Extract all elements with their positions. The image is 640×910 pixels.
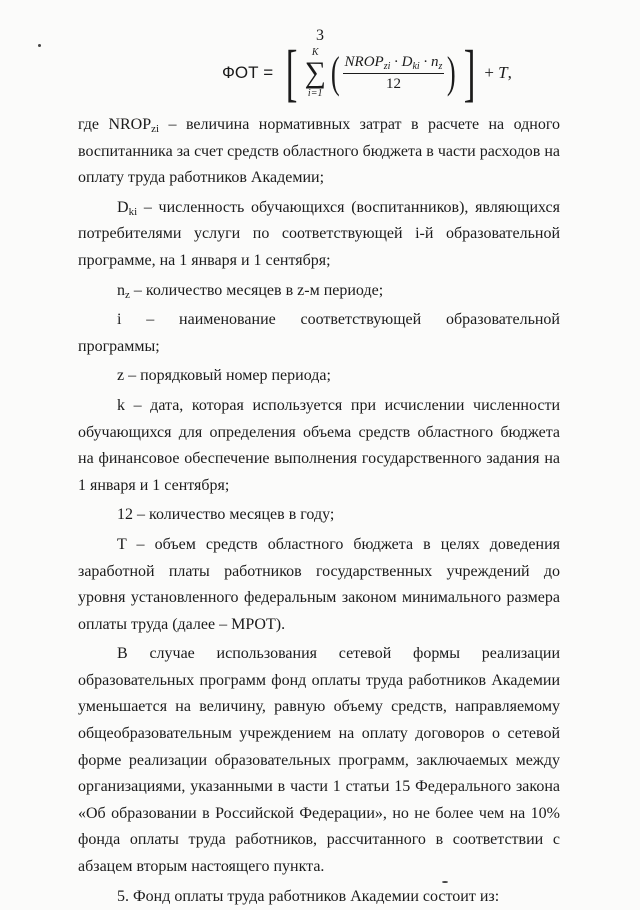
paragraph-nrop (78, 112, 560, 192)
paragraph-k: k – дата, которая используется при исчислении численности обучающихся для определения объема средств областного бюджета на финансовое обеспечение выполнения государственного задания на 1 января и 1 сентября; (78, 396, 560, 494)
paragraph-dki (78, 195, 560, 275)
text-run: – величина нормативных затрат в расчете на одного воспитанника за счет средств областного бюджета в части расходов на оплату труда работников Академии; (78, 116, 561, 187)
subscript: ki (128, 205, 138, 218)
nrop-symbol: NROP (344, 53, 384, 70)
multiply-dot: · (423, 53, 428, 70)
left-paren: ( (330, 48, 340, 97)
fraction-denominator: 12 (385, 75, 401, 92)
left-bracket: [ (285, 37, 298, 108)
paragraph-t: T – объем средств областного бюджета в целях доведения заработной платы работников государственных учреждений до уровня установленного федеральным законом минимального размера оплаты труда (далее – МРОТ). (78, 535, 560, 633)
nrop-subscript: zi (383, 60, 391, 72)
text-run: D (117, 198, 129, 216)
plus-sign: + (484, 63, 499, 82)
fraction (343, 54, 445, 93)
d-symbol: D (401, 53, 413, 70)
right-paren: ) (447, 48, 457, 97)
subscript: z (125, 288, 130, 301)
d-subscript: ki (412, 60, 420, 72)
paragraph-item-5: 5. Фонд оплаты труда работников Академии состоит из: (117, 887, 500, 905)
summation (305, 47, 326, 99)
text-run: – численность обучающихся (воспитанников), являющихся потребителями услуги по соответствующей i-й образовательной программе, на 1 января и 1 сентября; (78, 198, 560, 269)
formula-tail (484, 63, 512, 83)
document-body (78, 112, 560, 910)
text-run: n (117, 281, 125, 299)
paragraph-i: i – наименование соответствующей образовательной программы; (78, 311, 560, 355)
sum-upper-limit: K (311, 47, 319, 58)
page-number: 3 (316, 27, 324, 44)
multiply-dot: · (394, 53, 398, 70)
subscript: zi (151, 123, 160, 135)
formula-lhs: ФОТ = (222, 63, 274, 82)
paragraph-network-form: В случае использования сетевой формы реализации образовательных программ фонд оплаты труда работников Академии уменьшается на величину, равную объему средств, направляемому общеобразовательным учреждением на оплату договоров о сетевой форме реализации образовательных программ, заключаемых между организациями, указанными в части 1 статьи 15 Федерального закона «Об образовании в Российской Федерации», но не более чем на 10% фонда оплаты труда работников, рассчитанного в соответствии с абзацем вторым настоящего пункта. (78, 645, 560, 876)
fraction-numerator (343, 54, 445, 74)
n-subscript: z (438, 60, 443, 72)
text-run: где NROP (78, 116, 152, 133)
text-run: – количество месяцев в z-м периоде; (129, 281, 384, 299)
paragraph-nz (78, 278, 560, 305)
right-bracket: ] (463, 37, 476, 108)
n-symbol: n (430, 53, 439, 70)
paragraph-12: 12 – количество месяцев в году; (117, 506, 335, 524)
paragraph-z: z – порядковый номер периода; (117, 367, 331, 385)
comma: , (507, 63, 512, 82)
sigma-icon: ∑ (304, 56, 326, 89)
fot-formula (222, 33, 512, 113)
sum-lower-limit: i=1 (307, 88, 323, 99)
t-symbol: T (498, 63, 508, 82)
